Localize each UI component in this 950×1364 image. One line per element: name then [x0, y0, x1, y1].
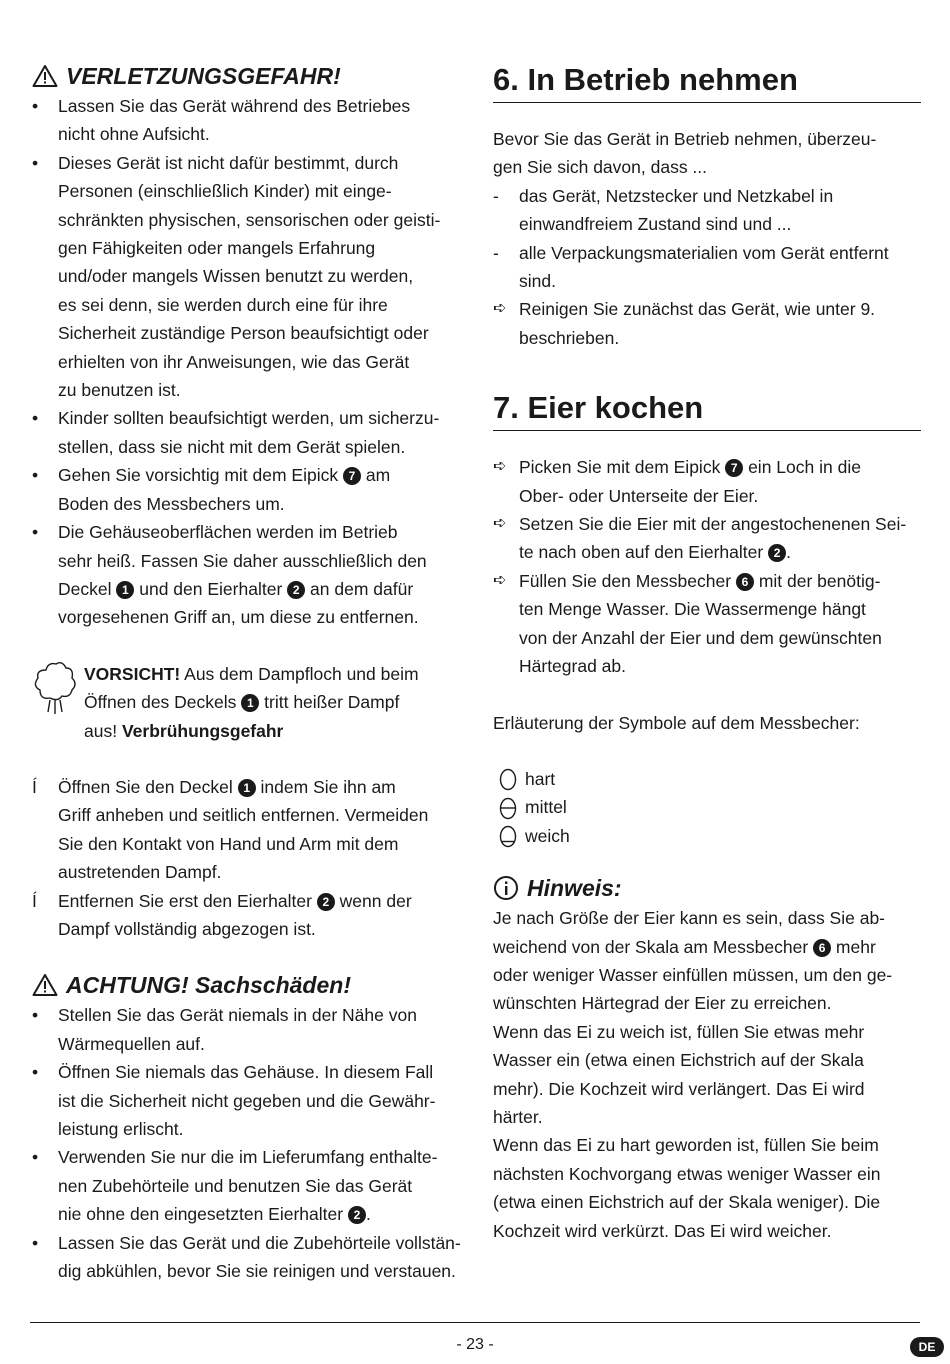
item-line: Picken Sie mit dem Eipick 7 ein Loch in die [519, 457, 861, 478]
list-item [32, 518, 462, 632]
list-item [493, 510, 921, 567]
symbols-intro: Erläuterung der Symbole auf dem Messbecher: [493, 712, 860, 733]
text-line: härter. [493, 1106, 543, 1127]
left-column [32, 60, 462, 1285]
note-body [493, 904, 921, 1245]
damage-warning-title: ACHTUNG! Sachschäden! [66, 972, 351, 999]
item-line: Dieses Gerät ist nicht dafür bestimmt, durch [58, 152, 399, 173]
item-line: erhielten von ihr Anweisungen, wie das Gerät [58, 351, 410, 372]
symbol-label: mittel [525, 797, 567, 818]
egg-steps-list [493, 453, 921, 680]
page-number: - 23 - [456, 1336, 494, 1353]
caution-line: VORSICHT! Aus dem Dampfloch und beim [84, 663, 419, 684]
caution-line: Öffnen des Deckels 1 tritt heißer Dampf [84, 692, 400, 713]
list-item [493, 567, 921, 681]
dash-marker: - [493, 242, 499, 263]
caution-line: aus! Verbrühungsgefahr [84, 720, 284, 741]
item-line: vorgesehenen Griff an, um diese zu entfernen. [58, 607, 419, 628]
egg-medium-icon [499, 796, 517, 820]
section-7-heading: 7. Eier kochen [493, 388, 921, 431]
section-6-intro [493, 125, 921, 182]
list-item [32, 1229, 462, 1286]
symbol-label: weich [525, 825, 570, 846]
item-line: leistung erlischt. [58, 1119, 184, 1139]
warning-triangle-icon [32, 64, 58, 88]
text-line: (etwa einen Eichstrich auf der Skala weniger). Die [493, 1192, 881, 1213]
item-line: von der Anzahl der Eier und dem gewünschten [519, 627, 882, 648]
step-marker: Í [32, 776, 37, 797]
item-line: Sicherheit zuständige Person beaufsichtigt oder [58, 323, 429, 344]
arrow-right-icon: ➪ [493, 300, 507, 318]
item-line: und/oder mangels Wissen benutzt zu werden, [58, 266, 414, 287]
egg-hard-icon [499, 767, 517, 791]
item-line: Dampf vollständig abgezogen ist. [58, 918, 316, 939]
item-line: Härtegrad ab. [519, 656, 627, 677]
injury-warning-list [32, 92, 462, 632]
text-line: gen Sie sich davon, dass ... [493, 157, 708, 178]
item-line: Personen (einschließlich Kinder) mit einge- [58, 181, 392, 202]
text-line: Wasser ein (etwa einen Eichstrich auf der Skala [493, 1050, 864, 1071]
symbols-legend [493, 765, 921, 850]
item-line: Griff anheben und seitlich entfernen. Vermeiden [58, 805, 429, 826]
part-number-badge: 1 [116, 581, 134, 599]
text-line: Wenn das Ei zu weich ist, füllen Sie etwas mehr [493, 1021, 865, 1042]
item-line: ten Menge Wasser. Die Wassermenge hängt [519, 599, 866, 620]
item-line: Sie den Kontakt von Hand und Arm mit dem [58, 833, 399, 854]
item-line: ist die Sicherheit nicht gegeben und die Gewähr- [58, 1090, 436, 1111]
bullet: • [32, 1062, 39, 1083]
list-item [32, 149, 462, 405]
steam-cloud-icon [32, 660, 78, 716]
list-item [493, 182, 921, 239]
symbol-row-soft [493, 822, 921, 850]
language-badge: DE [910, 1337, 944, 1357]
text-line: wünschten Härtegrad der Eier zu erreichen. [493, 993, 832, 1014]
bullet: • [32, 152, 39, 173]
item-line: Wärmequellen auf. [58, 1033, 205, 1054]
item-line: stellen, dass sie nicht mit dem Gerät spielen. [58, 436, 406, 457]
text-line: Bevor Sie das Gerät in Betrieb nehmen, überzeu- [493, 129, 877, 149]
item-line: das Gerät, Netzstecker und Netzkabel in [519, 185, 834, 206]
part-number-badge: 7 [725, 459, 743, 477]
injury-warning-title: VERLETZUNGSGEFAHR! [66, 63, 341, 89]
part-number-badge: 6 [736, 573, 754, 591]
steam-steps-list [32, 773, 462, 943]
item-line: te nach oben auf den Eierhalter 2 . [519, 542, 791, 563]
bullet: • [32, 465, 39, 486]
list-item [32, 1001, 462, 1058]
item-line: Setzen Sie die Eier mit der angestochenenen Sei- [519, 514, 907, 535]
dash-marker: - [493, 185, 499, 206]
info-icon [493, 875, 519, 901]
list-item [493, 239, 921, 296]
bullet: • [32, 1232, 39, 1253]
text-line: Je nach Größe der Eier kann es sein, dass Sie ab- [493, 908, 886, 929]
egg-soft-icon [499, 824, 517, 848]
bullet: • [32, 408, 39, 429]
part-number-badge: 1 [238, 779, 256, 797]
symbol-label: hart [525, 768, 556, 789]
list-item [32, 887, 462, 944]
item-line: nie ohne den eingesetzten Eierhalter 2 . [58, 1204, 371, 1225]
symbol-row-medium [493, 793, 921, 821]
item-line: nen Zubehörteile und benutzen Sie das Gerät [58, 1175, 413, 1196]
list-item [32, 404, 462, 461]
item-line: Boden des Messbechers um. [58, 493, 285, 514]
list-item [32, 773, 462, 887]
warning-triangle-icon [32, 973, 58, 997]
item-line: es sei denn, sie werden durch eine für ihre [58, 294, 388, 315]
right-column [493, 60, 921, 1245]
text-line: Wenn das Ei zu hart geworden ist, füllen Sie beim [493, 1135, 879, 1156]
list-item [32, 92, 462, 149]
item-line: Füllen Sie den Messbecher 6 mit der benötig- [519, 570, 881, 591]
item-line: Kinder sollten beaufsichtigt werden, um sicherzu- [58, 408, 440, 429]
item-line: alle Verpackungsmaterialien vom Gerät entfernt [519, 242, 889, 263]
item-line: Verwenden Sie nur die im Lieferumfang enthalte- [58, 1147, 438, 1168]
item-line: Reinigen Sie zunächst das Gerät, wie unter 9. [519, 299, 876, 320]
item-line: Öffnen Sie den Deckel 1 indem Sie ihn am [58, 776, 396, 797]
list-item [493, 453, 921, 510]
item-line: Stellen Sie das Gerät niemals in der Nähe von [58, 1005, 417, 1026]
note-heading [493, 872, 921, 904]
item-line: gen Fähigkeiten oder mangels Erfahrung [58, 238, 376, 259]
item-line: austretenden Dampf. [58, 862, 222, 883]
item-line: beschrieben. [519, 327, 620, 348]
bullet: • [32, 96, 39, 116]
text-line: nächsten Kochvorgang etwas weniger Wasser ein [493, 1163, 881, 1184]
damage-warning-heading [32, 969, 462, 1001]
item-line: Lassen Sie das Gerät während des Betriebes [58, 96, 411, 116]
injury-warning-heading [32, 60, 462, 92]
list-item [493, 295, 921, 352]
damage-warning-list [32, 1001, 462, 1285]
item-line: Gehen Sie vorsichtig mit dem Eipick 7 am [58, 465, 391, 486]
arrow-right-icon: ➪ [493, 571, 507, 589]
part-number-badge: 1 [241, 694, 259, 712]
part-number-badge: 7 [343, 467, 361, 485]
footer-divider [30, 1322, 920, 1323]
section-6-heading: 6. In Betrieb nehmen [493, 60, 921, 103]
item-line: Öffnen Sie niemals das Gehäuse. In diesem Fall [58, 1062, 434, 1083]
item-line: Lassen Sie das Gerät und die Zubehörteile vollstän- [58, 1232, 461, 1253]
text-line: mehr). Die Kochzeit wird verlängert. Das Ei wird [493, 1078, 865, 1099]
text-line: weichend von der Skala am Messbecher 6 mehr [493, 936, 876, 957]
list-item [32, 1143, 462, 1228]
item-line: Entfernen Sie erst den Eierhalter 2 wenn der [58, 890, 412, 911]
part-number-badge: 6 [813, 939, 831, 957]
item-line: einwandfreiem Zustand sind und ... [519, 214, 792, 235]
list-item [32, 461, 462, 518]
list-item [32, 1058, 462, 1143]
part-number-badge: 2 [287, 581, 305, 599]
text-line: oder weniger Wasser einfüllen müssen, um den ge- [493, 964, 893, 985]
part-number-badge: 2 [768, 544, 786, 562]
bullet: • [32, 522, 39, 543]
bullet: • [32, 1147, 39, 1168]
part-number-badge: 2 [317, 893, 335, 911]
steam-caution-block [32, 660, 462, 745]
item-line: Deckel 1 und den Eierhalter 2 an dem dafür [58, 578, 414, 599]
checklist [493, 182, 921, 352]
symbol-row-hard [493, 765, 921, 793]
item-line: sind. [519, 271, 556, 292]
item-line: dig abkühlen, bevor Sie sie reinigen und verstauen. [58, 1261, 456, 1282]
text-line: Kochzeit wird verkürzt. Das Ei wird weicher. [493, 1220, 832, 1241]
bullet: • [32, 1005, 39, 1026]
item-line: zu benutzen ist. [58, 380, 181, 401]
arrow-right-icon: ➪ [493, 458, 507, 476]
item-line: sehr heiß. Fassen Sie daher ausschließlich den [58, 550, 427, 571]
arrow-right-icon: ➪ [493, 515, 507, 533]
note-title: Hinweis: [527, 875, 622, 902]
item-line: Ober- oder Unterseite der Eier. [519, 485, 759, 506]
part-number-badge: 2 [348, 1206, 366, 1224]
item-line: Die Gehäuseoberflächen werden im Betrieb [58, 522, 398, 543]
item-line: nicht ohne Aufsicht. [58, 124, 210, 145]
step-marker: Í [32, 890, 37, 911]
item-line: schränkten physischen, sensorischen oder geisti- [58, 209, 441, 230]
